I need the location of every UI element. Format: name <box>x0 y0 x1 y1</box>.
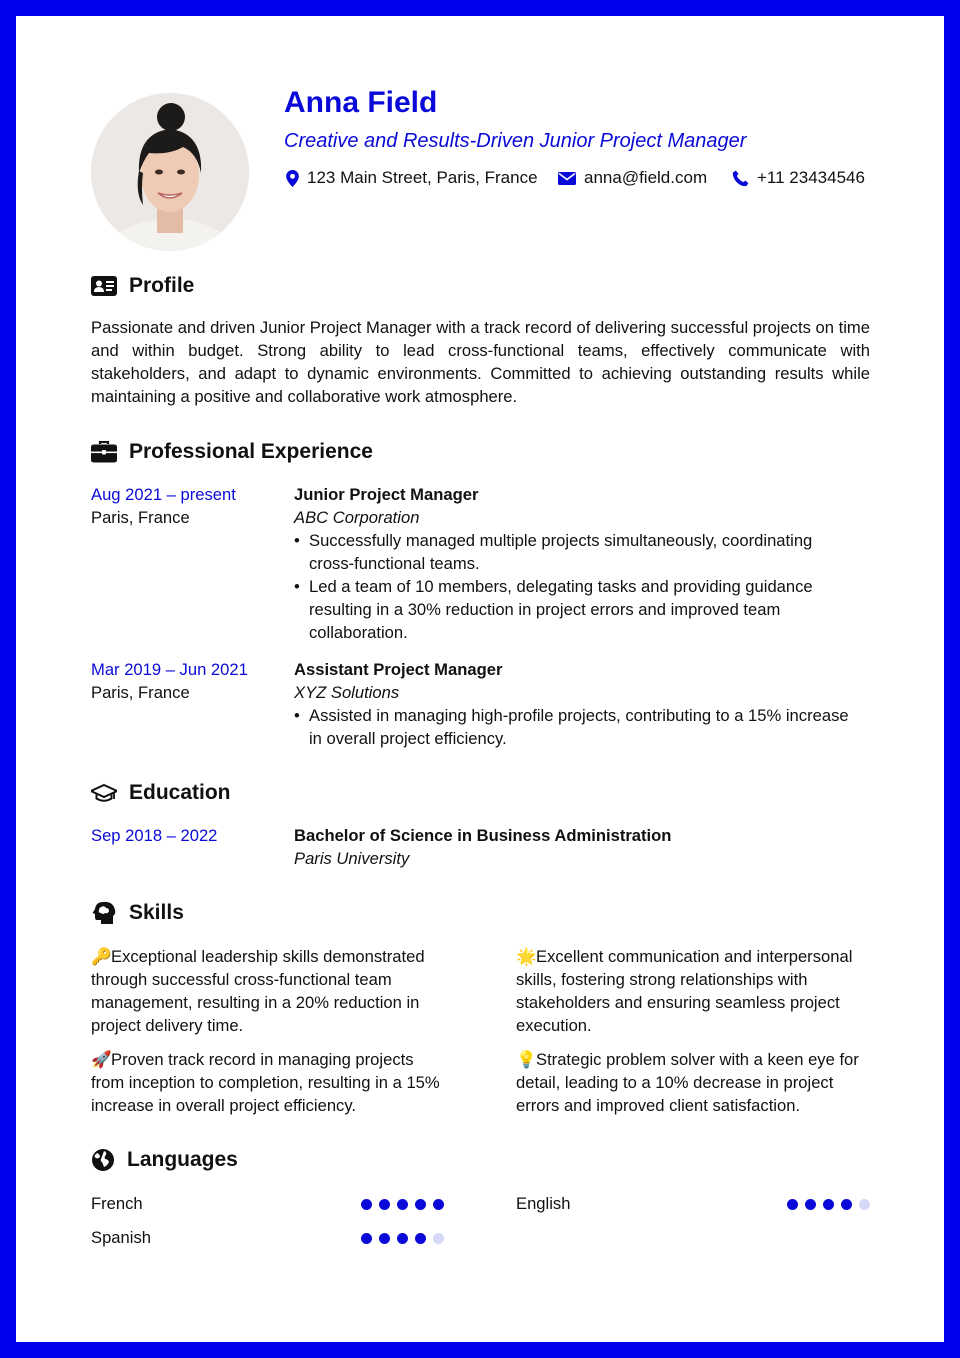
languages-heading <box>91 1148 238 1172</box>
level-dot-filled <box>805 1199 816 1210</box>
contact-email[interactable] <box>558 168 707 188</box>
job-bullets <box>294 529 854 644</box>
level-dot-filled <box>433 1199 444 1210</box>
job-dates: Aug 2021 – present <box>91 485 236 504</box>
job-company: ABC Corporation <box>294 508 420 527</box>
profile-heading-text: Profile <box>129 274 195 297</box>
globe-icon <box>91 1148 115 1172</box>
key-icon: 🔑 <box>91 947 112 966</box>
skill-text: Exceptional leadership skills demonstrated through successful cross-functional team management, resulting in a 20% reduction in project delivery time. <box>91 947 425 1035</box>
language-name: English <box>516 1194 571 1213</box>
education-school: Paris University <box>294 849 410 868</box>
level-dot-filled <box>415 1199 426 1210</box>
skill-text: Excellent communication and interpersonal skills, fostering strong relationships with stakeholders and ensuring seamless project execution. <box>516 947 853 1035</box>
languages-heading-text: Languages <box>127 1148 238 1171</box>
contact-phone[interactable] <box>732 168 865 188</box>
candidate-tagline: Creative and Results-Driven Junior Project Manager <box>284 130 747 152</box>
level-dot-filled <box>379 1233 390 1244</box>
phone-text[interactable]: +11 23434546 <box>757 168 865 187</box>
skills-heading <box>91 901 184 925</box>
experience-heading <box>91 440 373 464</box>
candidate-name: Anna Field <box>284 86 438 119</box>
level-dot-filled <box>379 1199 390 1210</box>
level-dot-filled <box>823 1199 834 1210</box>
skill-text: Proven track record in managing projects from inception to completion, resulting in a 15% increase in overall project efficiency. <box>91 1050 440 1115</box>
address-text: 123 Main Street, Paris, France <box>307 168 538 187</box>
job-title: Junior Project Manager <box>294 485 479 504</box>
level-dot-filled <box>415 1233 426 1244</box>
job-bullet: • Assisted in managing high-profile projects, contributing to a 15% increase in overall project efficiency. <box>294 704 854 750</box>
education-heading-text: Education <box>129 781 231 804</box>
language-level <box>361 1199 444 1210</box>
job-dates: Mar 2019 – Jun 2021 <box>91 660 248 679</box>
education-dates: Sep 2018 – 2022 <box>91 826 218 845</box>
star-icon: 🌟 <box>516 947 537 966</box>
profile-heading <box>91 274 194 298</box>
language-name: French <box>91 1194 143 1213</box>
education-degree: Bachelor of Science in Business Administration <box>294 826 672 845</box>
level-dot-filled <box>397 1199 408 1210</box>
skill-item <box>91 945 446 1037</box>
job-location: Paris, France <box>91 508 190 527</box>
graduation-cap-icon <box>91 783 117 803</box>
profile-photo <box>91 93 249 251</box>
id-card-icon <box>91 276 117 296</box>
rocket-icon: 🚀 <box>91 1050 112 1069</box>
skill-item <box>516 945 871 1037</box>
level-dot-filled <box>397 1233 408 1244</box>
language-level <box>787 1199 870 1210</box>
language-name: Spanish <box>91 1228 151 1247</box>
skill-item <box>91 1048 446 1117</box>
level-dot-filled <box>361 1233 372 1244</box>
email-text[interactable]: anna@field.com <box>584 168 708 187</box>
level-dot-filled <box>361 1199 372 1210</box>
lightbulb-icon: 💡 <box>516 1050 537 1069</box>
job-bullet: • Successfully managed multiple projects simultaneously, coordinating cross-functional teams. <box>294 529 854 575</box>
skill-item <box>516 1048 871 1117</box>
level-dot-filled <box>787 1199 798 1210</box>
job-location: Paris, France <box>91 683 190 702</box>
job-company: XYZ Solutions <box>294 683 400 702</box>
resume-page <box>16 16 944 1342</box>
brain-head-icon <box>91 901 117 925</box>
map-pin-icon <box>286 170 299 187</box>
level-dot-empty <box>859 1199 870 1210</box>
skill-text: Strategic problem solver with a keen eye for detail, leading to a 10% decrease in project errors and improved client satisfaction. <box>516 1050 859 1115</box>
job-bullets <box>294 704 854 750</box>
skills-heading-text: Skills <box>129 901 184 924</box>
briefcase-icon <box>91 441 117 463</box>
education-heading <box>91 781 231 805</box>
envelope-icon <box>558 172 576 185</box>
job-bullet: • Led a team of 10 members, delegating tasks and providing guidance resulting in a 30% reduction in project errors and improved team collaboration. <box>294 575 854 644</box>
phone-icon <box>732 170 749 187</box>
job-title: Assistant Project Manager <box>294 660 503 679</box>
level-dot-filled <box>841 1199 852 1210</box>
contact-address <box>286 168 538 188</box>
level-dot-empty <box>433 1233 444 1244</box>
language-level <box>361 1233 444 1244</box>
experience-heading-text: Professional Experience <box>129 440 373 463</box>
profile-summary: Passionate and driven Junior Project Manager with a track record of delivering successful projects on time and within budget. Strong ability to lead cross-functional teams, effectively communicate with stakeholders, and adapt to dynamic environments. Committed to achieving outstanding results while maintaining a positive and collaborative work atmosphere. <box>91 318 870 406</box>
